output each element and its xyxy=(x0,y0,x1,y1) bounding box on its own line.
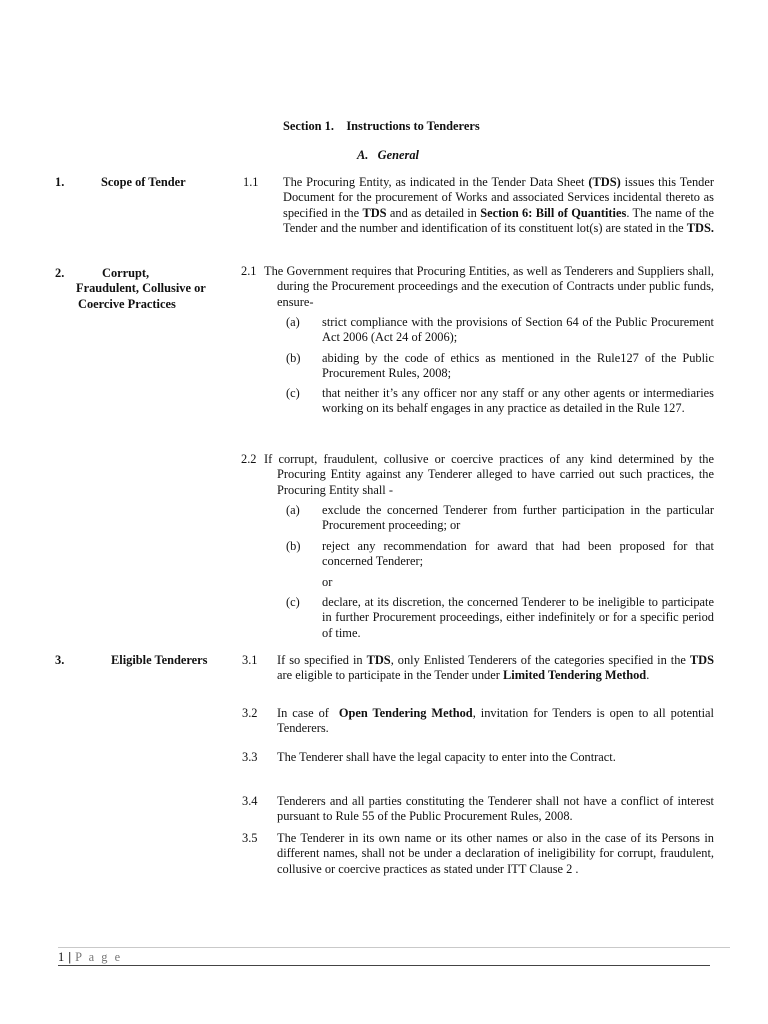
item-2-2-a-label: (a) xyxy=(286,503,300,517)
clause-1-number: 1. xyxy=(55,175,65,189)
footer-separator: | xyxy=(68,950,72,964)
item-1-1-text: The Procuring Entity, as indicated in the Tender Data Sheet (TDS) issues this Tender Document for the procurement of Works and associated Services incidental thereto as specified in the TDS and as detailed in Section 6: Bill of Quantities. The name of the Tender and the number and identification of its constituent lot(s) are stated in the TDS. xyxy=(283,175,715,235)
item-2-2-c-label: (c) xyxy=(286,595,300,609)
item-2-2-text: If corrupt, fraudulent, collusive or coercive practices of any kind determined by the Procuring Entity against any Tenderer alleged to have carried out such practices, the Procuring Entity shall - xyxy=(264,452,714,497)
item-2-1-b-text: abiding by the code of ethics as mentioned in the Rule127 of the Public Procurement Rules, 2008; xyxy=(322,351,714,381)
item-3-4-text: Tenderers and all parties constituting the Tenderer shall not have a conflict of interest pursuant to Rule 55 of the Public Procurement Rules, 2008. xyxy=(277,794,714,824)
clause-3-number: 3. xyxy=(55,653,65,667)
item-2-2-c-text: declare, at its discretion, the concerned Tenderer to be ineligible to participate in further Procurement proceedings, either indefinitely or for a specific period of time. xyxy=(322,595,714,640)
page-footer xyxy=(58,950,122,965)
item-2-2-number: 2.2 xyxy=(241,452,257,466)
item-3-1-text: If so specified in TDS, only Enlisted Tenderers of the categories specified in the TDS are eligible to participate in the Tender under Limited Tendering Method. xyxy=(277,653,714,683)
item-2-1-a-text: strict compliance with the provisions of Section 64 of the Public Procurement Act 2006 (Act 24 of 2006); xyxy=(322,315,714,345)
item-2-1-text: The Government requires that Procuring Entities, as well as Tenderers and Suppliers shall, during the Procurement proceedings and the execution of Contracts under public funds, ensure- xyxy=(264,264,714,309)
item-2-1-b-label: (b) xyxy=(286,351,301,365)
item-2-1-number: 2.1 xyxy=(241,264,257,278)
item-3-5-number: 3.5 xyxy=(242,831,258,845)
item-3-4-number: 3.4 xyxy=(242,794,258,808)
footer-divider-bottom xyxy=(58,965,710,966)
item-3-3-text: The Tenderer shall have the legal capacity to enter into the Contract. xyxy=(277,750,616,764)
footer-divider-top xyxy=(58,947,730,948)
item-2-2-a-text: exclude the concerned Tenderer from further participation in the particular Procurement proceeding; or xyxy=(322,503,714,533)
item-2-2-b-text: reject any recommendation for award that had been proposed for that concerned Tenderer; xyxy=(322,539,714,569)
page-number: 1 xyxy=(58,950,65,964)
clause-2-title: Corrupt, Fraudulent, Collusive or Coercive Practices xyxy=(76,266,206,311)
section-title: Section 1. Instructions to Tenderers xyxy=(283,119,480,133)
item-2-2-b-label: (b) xyxy=(286,539,301,553)
item-3-2-text: In case of Open Tendering Method, invitation for Tenders is open to all potential Tenderers. xyxy=(277,706,717,736)
item-3-2-number: 3.2 xyxy=(242,706,258,720)
item-2-1-c-text: that neither it’s any officer nor any staff or any other agents or intermediaries working on its behalf engages in any practice as detailed in the Rule 127. xyxy=(322,386,714,416)
item-3-1-number: 3.1 xyxy=(242,653,258,667)
clause-1-title: Scope of Tender xyxy=(101,175,186,189)
clause-3-title: Eligible Tenderers xyxy=(111,653,208,667)
item-2-1-c-label: (c) xyxy=(286,386,300,400)
item-2-2-or-text: or xyxy=(322,575,333,589)
page-label: P a g e xyxy=(75,950,123,964)
clause-2-number: 2. xyxy=(55,266,65,280)
item-3-5-text: The Tenderer in its own name or its other names or also in the case of its Persons in different names, shall not be under a declaration of ineligibility for corrupt, fraudulent, collusive or coercive practices as stated under ITT Clause 2 . xyxy=(277,831,714,876)
item-1-1-number: 1.1 xyxy=(243,175,259,189)
subsection-title: A. General xyxy=(357,148,419,162)
item-3-3-number: 3.3 xyxy=(242,750,258,764)
item-2-1-a-label: (a) xyxy=(286,315,300,329)
